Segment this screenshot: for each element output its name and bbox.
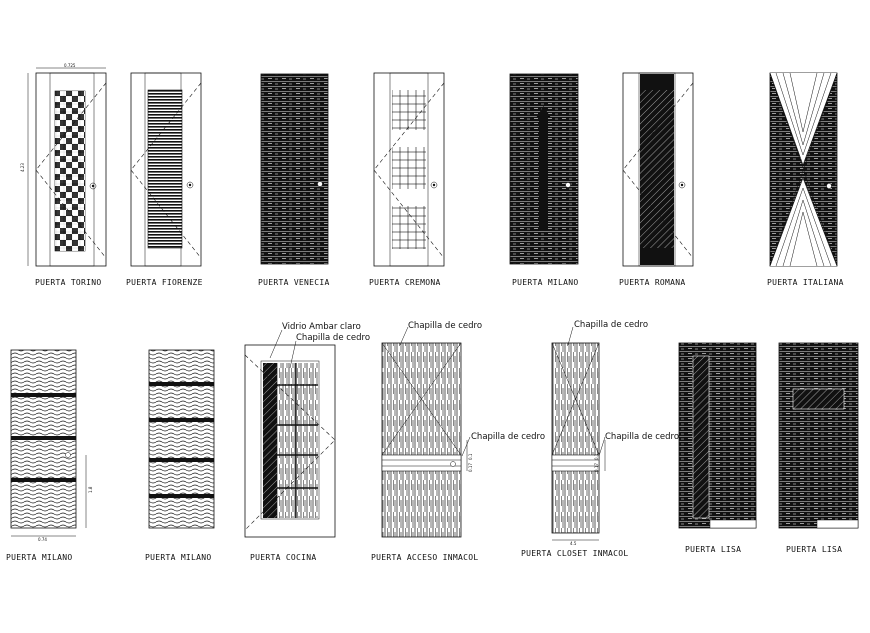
label-lisa-2: PUERTA LISA bbox=[786, 545, 843, 554]
closet-dim-a: 0.17 bbox=[594, 463, 599, 472]
door-torino bbox=[20, 63, 106, 266]
acceso-dim-a: 0.17 bbox=[468, 463, 473, 472]
door-milano-wave-2 bbox=[149, 350, 214, 528]
door-closet-inmacol bbox=[552, 320, 679, 546]
door-lisa-2 bbox=[779, 343, 858, 528]
torino-width-dim: 0.725 bbox=[64, 63, 76, 68]
door-milano-top bbox=[510, 74, 578, 264]
annotation-chapilla-closet-top: Chapilla de cedro bbox=[574, 320, 649, 330]
door-acceso-inmacol bbox=[382, 321, 545, 537]
label-cremona: PUERTA CREMONA bbox=[369, 278, 441, 287]
closet-width-dim: 4.5 bbox=[570, 541, 577, 546]
door-romana bbox=[623, 73, 693, 266]
label-italiana: PUERTA ITALIANA bbox=[767, 278, 844, 287]
door-cocina bbox=[245, 322, 370, 537]
label-torino: PUERTA TORINO bbox=[35, 278, 102, 287]
milano-height-dim: 1.8 bbox=[88, 486, 93, 493]
door-cremona bbox=[374, 73, 444, 266]
label-romana: PUERTA ROMANA bbox=[619, 278, 686, 287]
label-milano-top: PUERTA MILANO bbox=[512, 278, 579, 287]
label-closet-inmacol: PUERTA CLOSET INMACOL bbox=[521, 549, 629, 558]
door-milano-wave-1 bbox=[11, 350, 93, 542]
annotation-vidrio-ambar: Vidrio Ambar claro bbox=[282, 322, 361, 332]
annotation-chapilla-cocina: Chapilla de cedro bbox=[296, 333, 371, 343]
label-acceso-inmacol: PUERTA ACCESO INMACOL bbox=[371, 553, 479, 562]
door-fiorenze bbox=[131, 73, 201, 266]
annotation-chapilla-acceso-top: Chapilla de cedro bbox=[408, 321, 483, 331]
label-milano-bottom-2: PUERTA MILANO bbox=[145, 553, 212, 562]
closet-dim-b: 0.1 bbox=[594, 453, 599, 460]
door-lisa-1 bbox=[679, 343, 756, 528]
annotation-chapilla-closet-mid: Chapilla de cedro bbox=[605, 432, 680, 442]
door-venecia bbox=[261, 74, 328, 264]
milano-width-dim: 0.74 bbox=[38, 537, 47, 542]
acceso-dim-b: 0.1 bbox=[468, 453, 473, 460]
label-fiorenze: PUERTA FIORENZE bbox=[126, 278, 203, 287]
torino-height-dim: 4.23 bbox=[20, 163, 25, 172]
label-venecia: PUERTA VENECIA bbox=[258, 278, 330, 287]
annotation-chapilla-acceso-mid: Chapilla de cedro bbox=[471, 432, 546, 442]
label-lisa-1: PUERTA LISA bbox=[685, 545, 742, 554]
door-italiana bbox=[770, 73, 837, 266]
label-cocina: PUERTA COCINA bbox=[250, 553, 317, 562]
label-milano-bottom-1: PUERTA MILANO bbox=[6, 553, 73, 562]
